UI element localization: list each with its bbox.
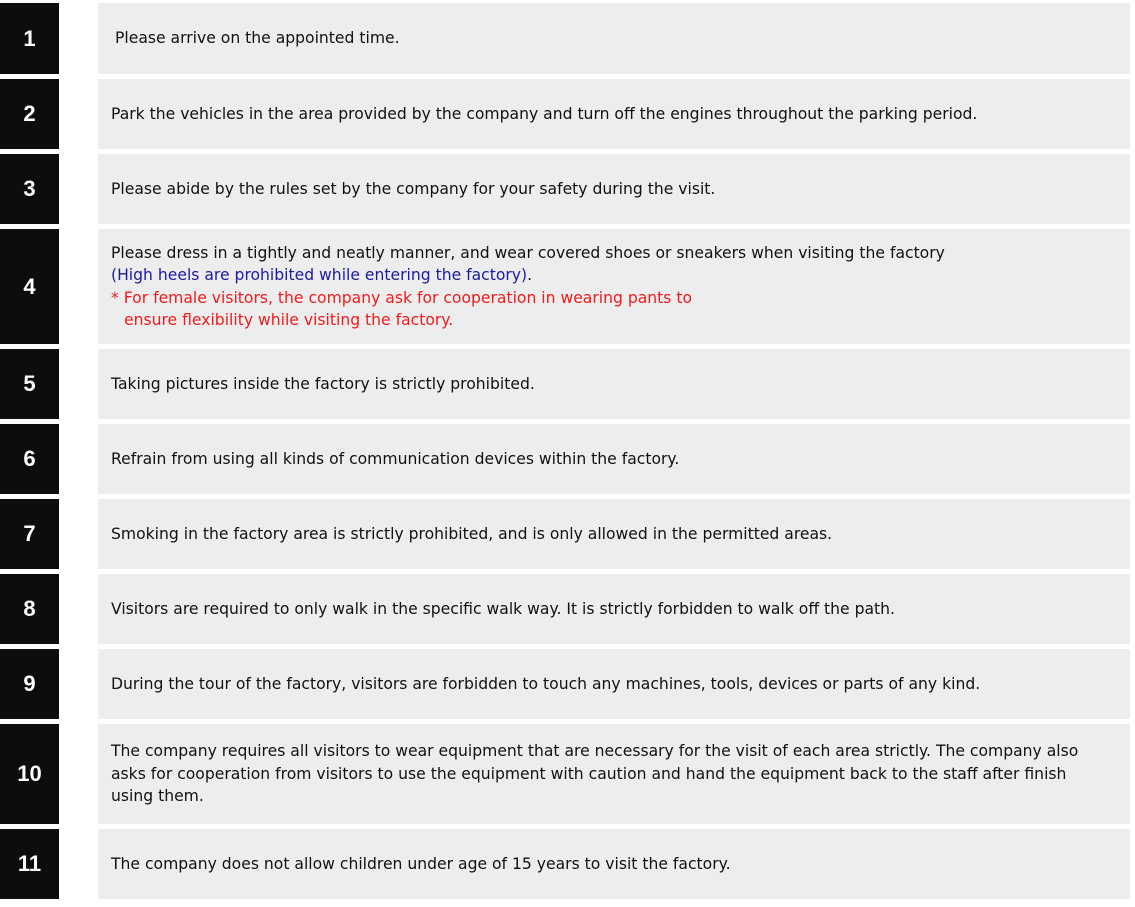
rule-row-11 [0,829,1135,899]
rule-text: Please dress in a tightly and neatly manner, and wear covered shoes or sneakers when visiting the factory [111,243,945,262]
high-heels-note: (High heels are prohibited while entering the factory) [111,266,528,284]
rule-text-cell [98,724,1130,824]
rule-number: 8 [0,574,59,644]
note-period: . [527,266,533,284]
rule-text-cell [98,829,1130,899]
rule-number: 11 [0,829,59,899]
rule-note-line [111,264,1112,287]
rule-text: Refrain from using all kinds of communication devices within the factory. [111,449,680,468]
rule-row-6 [0,424,1135,494]
rule-number: 10 [0,724,59,824]
rule-text-cell [98,649,1130,719]
rule-row-3 [0,154,1135,224]
rule-row-1 [0,3,1135,74]
rule-text: Please abide by the rules set by the company for your safety during the visit. [111,179,716,198]
rule-text: Taking pictures inside the factory is strictly prohibited. [111,374,535,393]
rule-text: Smoking in the factory area is strictly prohibited, and is only allowed in the permitted areas. [111,524,833,543]
rule-text-cell [98,349,1130,419]
rule-text: The company does not allow children under age of 15 years to visit the factory. [111,854,731,873]
rule-number: 5 [0,349,59,419]
rule-row-5 [0,349,1135,419]
rule-number: 7 [0,499,59,569]
rule-row-4 [0,229,1135,344]
rule-number: 1 [0,3,59,74]
rule-text-cell [98,229,1130,344]
rule-number: 6 [0,424,59,494]
rule-text-cell [98,3,1130,74]
rule-row-8 [0,574,1135,644]
rule-text: Visitors are required to only walk in the specific walk way. It is strictly forbidden to walk off the path. [111,599,895,618]
rule-number: 3 [0,154,59,224]
rule-text-cell [98,154,1130,224]
rule-text: During the tour of the factory, visitors are forbidden to touch any machines, tools, devices or parts of any kind. [111,674,981,693]
rule-number: 4 [0,229,59,344]
rule-text-cell [98,424,1130,494]
rule-text: Park the vehicles in the area provided by the company and turn off the engines throughout the parking period. [111,104,978,123]
rule-number: 2 [0,79,59,149]
rule-row-9 [0,649,1135,719]
rule-text: Please arrive on the appointed time. [115,29,400,48]
rule-row-7 [0,499,1135,569]
rule-row-10 [0,724,1135,824]
female-visitor-note-cont: ensure flexibility while visiting the factory. [124,311,454,329]
rule-row-2 [0,79,1135,149]
rule-text: The company requires all visitors to wear equipment that are necessary for the visit of each area strictly. The company also asks for cooperation from visitors to use the equipment with caution and hand the equipment back to the staff after finish using them. [111,742,1079,806]
rule-text-cell [98,574,1130,644]
rule-text-cell [98,79,1130,149]
female-visitor-note: * For female visitors, the company ask for cooperation in wearing pants to [111,288,693,307]
rule-number: 9 [0,649,59,719]
rule-text-cell [98,499,1130,569]
